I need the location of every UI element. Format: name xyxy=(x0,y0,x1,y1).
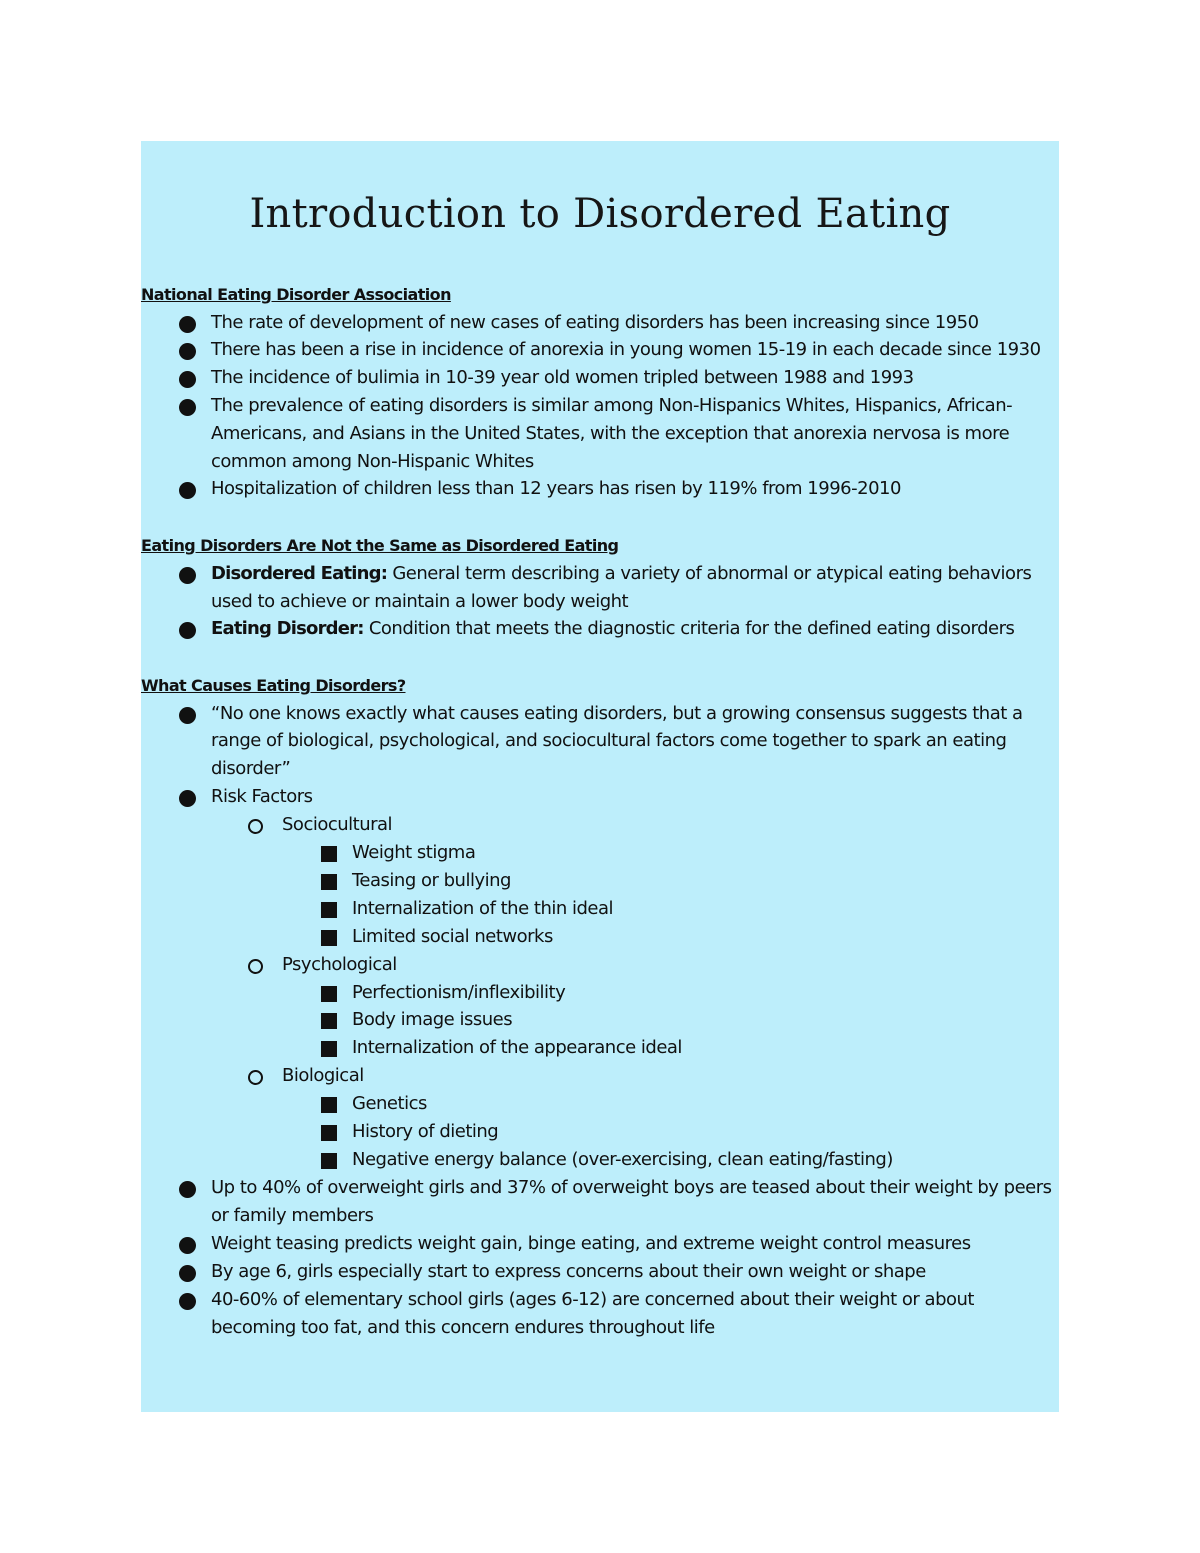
list-item-line: Up to 40% of overweight girls and 37% of overweight boys are teased about their weight by peers xyxy=(211,1177,1052,1198)
list-item: Limited social networks xyxy=(352,926,553,947)
list-item: Negative energy balance (over-exercising, clean eating/fasting) xyxy=(352,1149,893,1170)
list-item-line: 40-60% of elementary school girls (ages 6-12) are concerned about their weight or about xyxy=(211,1289,974,1310)
definition-text: Condition that meets the diagnostic criteria for the defined eating disorders xyxy=(363,618,1015,639)
list-item-line: range of biological, psychological, and sociocultural factors come together to spark an eating xyxy=(211,730,1007,751)
bullet-square-icon xyxy=(321,902,337,918)
list-item: Risk Factors xyxy=(211,786,313,807)
bullet-disc-icon xyxy=(179,1293,196,1310)
bullet-square-icon xyxy=(321,1013,337,1029)
definition-term: Eating Disorder: xyxy=(211,618,364,639)
subgroup-label: Psychological xyxy=(282,954,397,975)
list-item: Internalization of the appearance ideal xyxy=(352,1037,682,1058)
list-item: Hospitalization of children less than 12 years has risen by 119% from 1996-2010 xyxy=(211,478,901,499)
bullet-circle-icon xyxy=(248,819,263,834)
list-item-line: disorder” xyxy=(211,758,291,779)
list-item: History of dieting xyxy=(352,1121,499,1142)
definition-term: Disordered Eating: xyxy=(211,563,388,584)
bullet-disc-icon xyxy=(179,371,196,388)
definition-item xyxy=(211,560,1031,588)
section-heading-neda: National Eating Disorder Association xyxy=(141,285,451,304)
bullet-square-icon xyxy=(321,874,337,890)
list-item: By age 6, girls especially start to express concerns about their own weight or shape xyxy=(211,1261,926,1282)
subgroup-label: Biological xyxy=(282,1065,364,1086)
list-item: There has been a rise in incidence of anorexia in young women 15-19 in each decade since 1930 xyxy=(211,339,1041,360)
bullet-disc-icon xyxy=(179,1265,196,1282)
bullet-disc-icon xyxy=(179,567,196,584)
list-item-line: becoming too fat, and this concern endures throughout life xyxy=(211,1317,715,1338)
list-item: Body image issues xyxy=(352,1009,513,1030)
list-item: Genetics xyxy=(352,1093,427,1114)
list-item: Teasing or bullying xyxy=(352,870,511,891)
list-item-line: Americans, and Asians in the United States, with the exception that anorexia nervosa is more xyxy=(211,423,1010,444)
bullet-square-icon xyxy=(321,1125,337,1141)
bullet-square-icon xyxy=(321,846,337,862)
section-heading-causes: What Causes Eating Disorders? xyxy=(141,676,406,695)
bullet-disc-icon xyxy=(179,482,196,499)
list-item: Weight stigma xyxy=(352,842,476,863)
subgroup-label: Sociocultural xyxy=(282,814,393,835)
list-item-line: common among Non-Hispanic Whites xyxy=(211,451,534,472)
bullet-disc-icon xyxy=(179,790,196,807)
bullet-disc-icon xyxy=(179,343,196,360)
bullet-circle-icon xyxy=(248,1070,263,1085)
list-item-line: or family members xyxy=(211,1205,374,1226)
definition-text: General term describing a variety of abnormal or atypical eating behaviors xyxy=(387,563,1032,584)
bullet-disc-icon xyxy=(179,707,196,724)
bullet-disc-icon xyxy=(179,1237,196,1254)
bullet-disc-icon xyxy=(179,399,196,416)
definition-item xyxy=(211,615,1014,643)
list-item-line: The prevalence of eating disorders is similar among Non-Hispanics Whites, Hispanics, African- xyxy=(211,395,1013,416)
list-item: Perfectionism/inflexibility xyxy=(352,982,566,1003)
list-item: Internalization of the thin ideal xyxy=(352,898,614,919)
bullet-disc-icon xyxy=(179,1181,196,1198)
bullet-disc-icon xyxy=(179,316,196,333)
section-heading-definitions: Eating Disorders Are Not the Same as Disordered Eating xyxy=(141,536,619,555)
bullet-square-icon xyxy=(321,930,337,946)
bullet-square-icon xyxy=(321,1153,337,1169)
document-title: Introduction to Disordered Eating xyxy=(249,191,951,237)
bullet-circle-icon xyxy=(248,959,263,974)
list-item-line: used to achieve or maintain a lower body weight xyxy=(211,591,629,612)
list-item: Weight teasing predicts weight gain, binge eating, and extreme weight control measures xyxy=(211,1233,971,1254)
list-item: The rate of development of new cases of eating disorders has been increasing since 1950 xyxy=(211,312,979,333)
bullet-square-icon xyxy=(321,1041,337,1057)
bullet-square-icon xyxy=(321,986,337,1002)
bullet-square-icon xyxy=(321,1097,337,1113)
list-item: The incidence of bulimia in 10-39 year old women tripled between 1988 and 1993 xyxy=(211,367,914,388)
bullet-disc-icon xyxy=(179,622,196,639)
list-item-line: “No one knows exactly what causes eating disorders, but a growing consensus suggests that a xyxy=(211,703,1023,724)
